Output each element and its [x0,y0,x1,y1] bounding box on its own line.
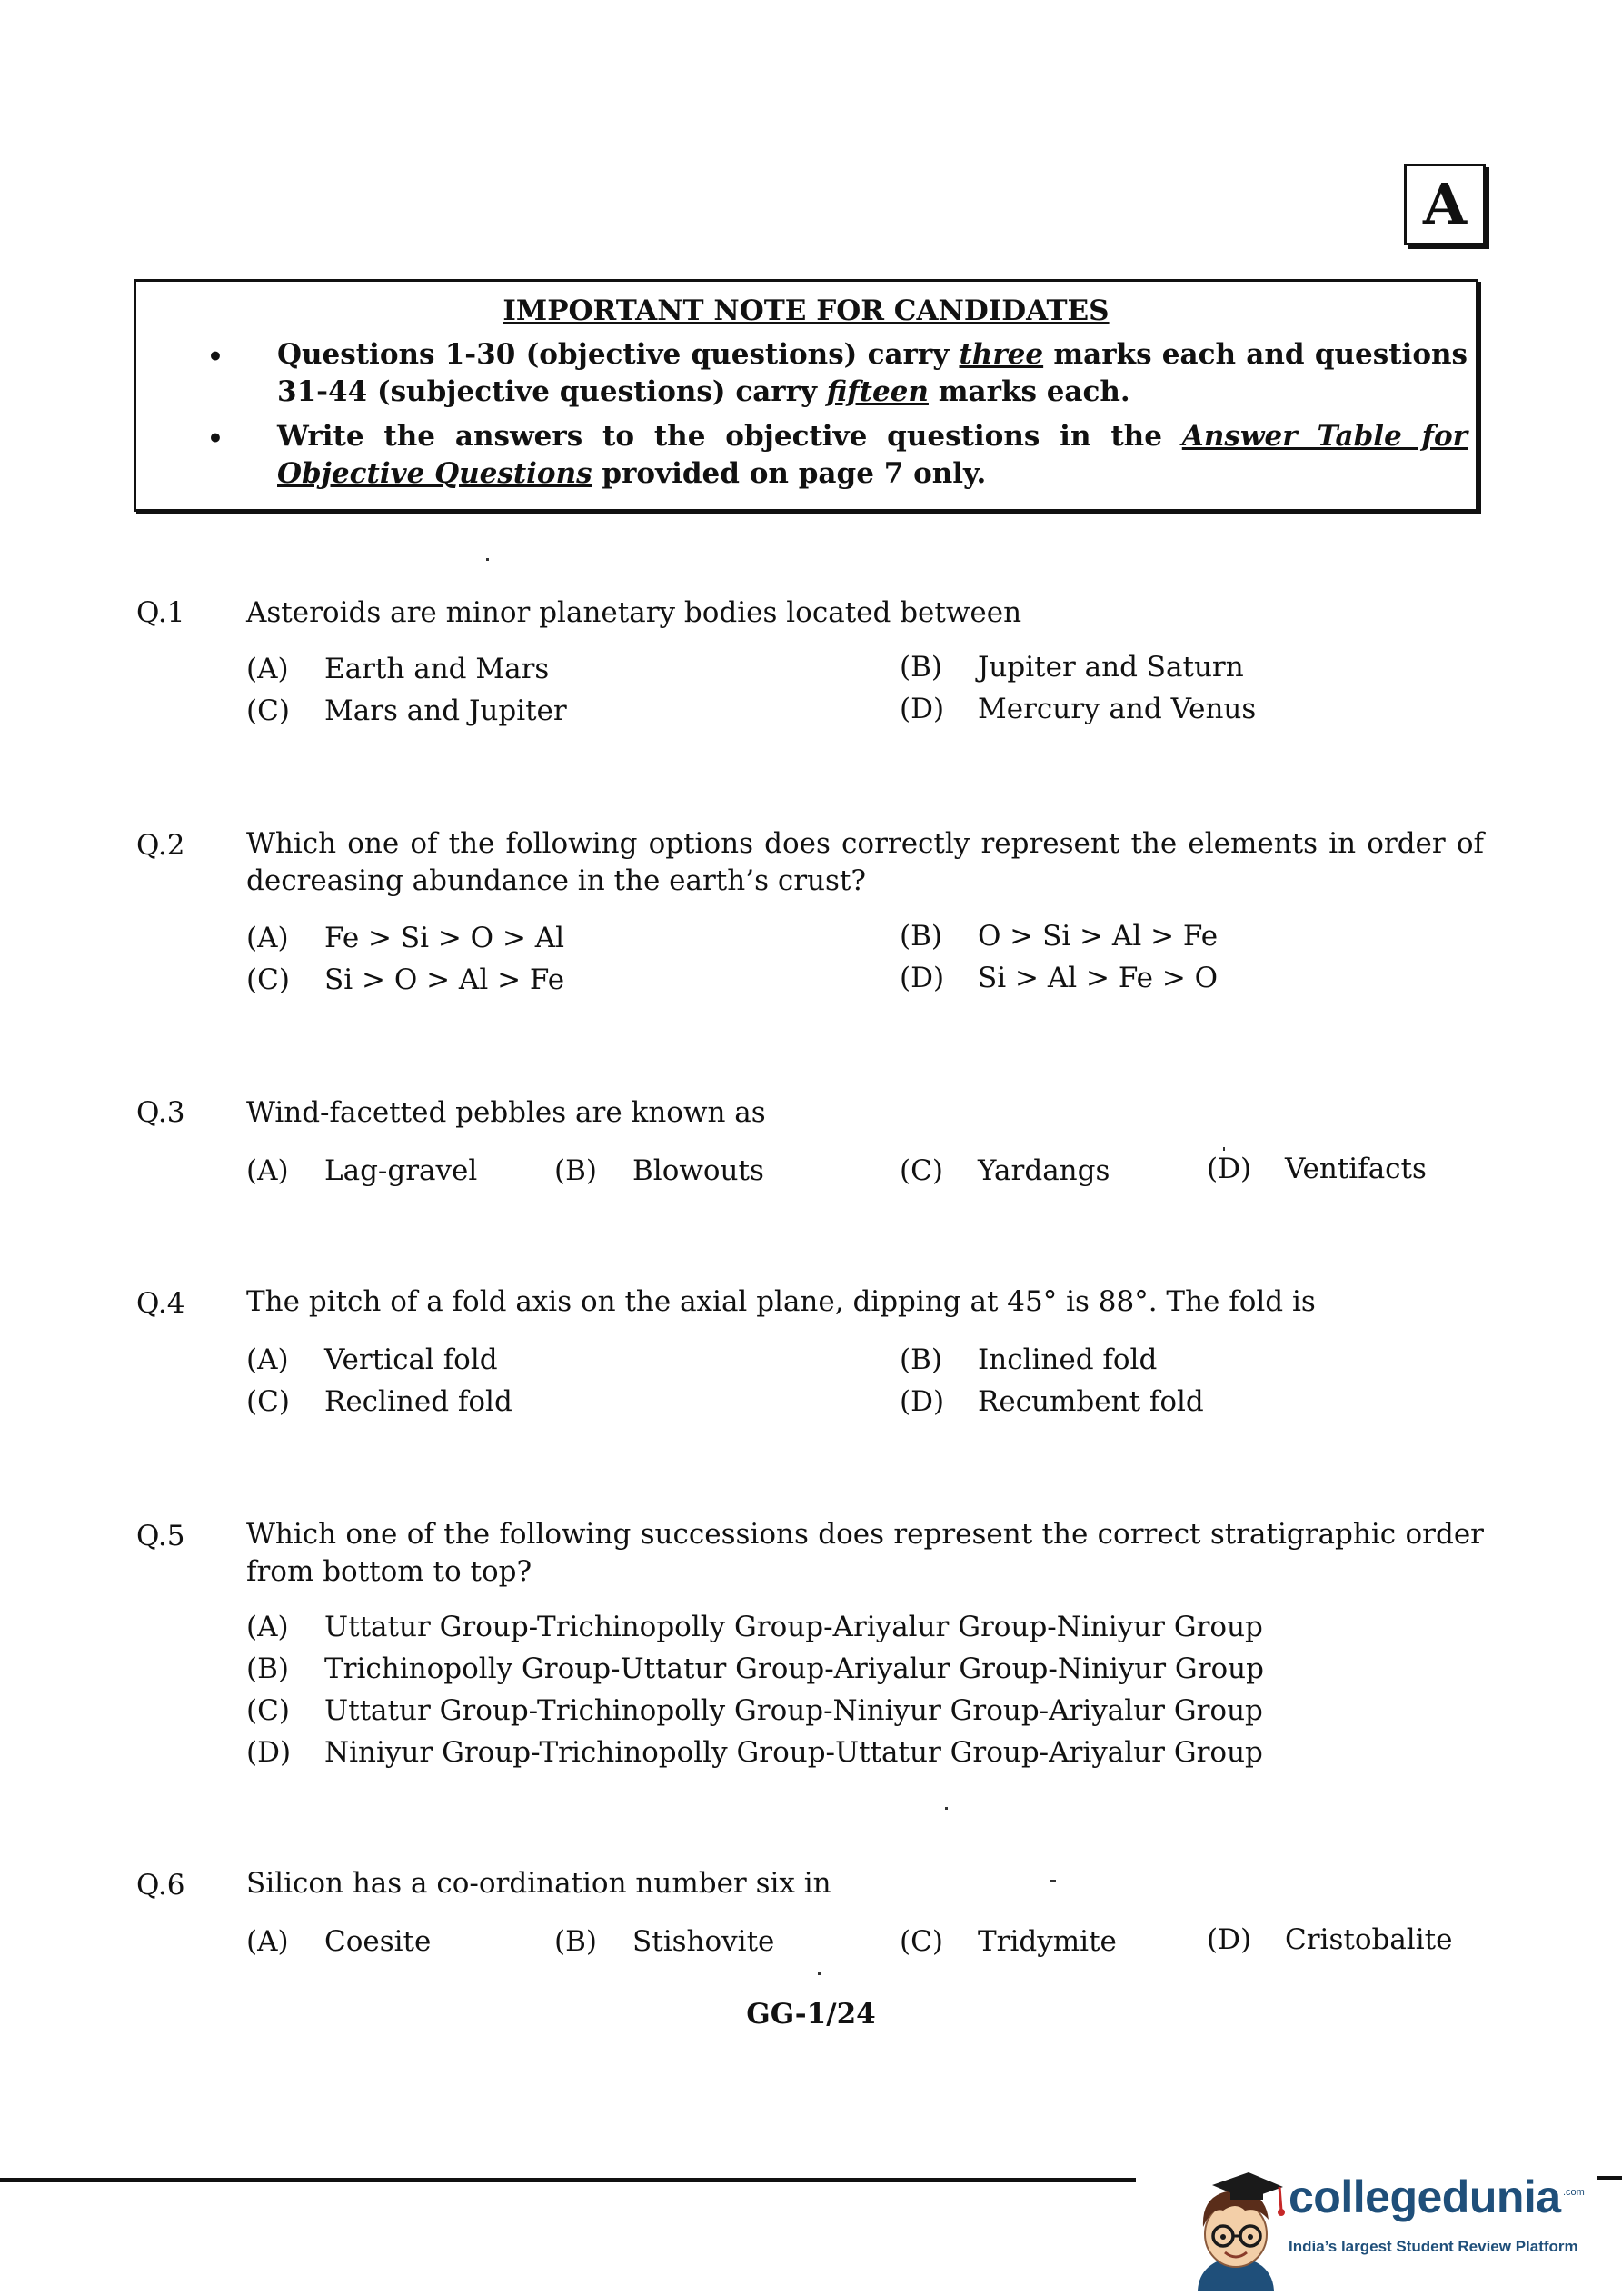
note-title: IMPORTANT NOTE FOR CANDIDATES [503,294,1110,327]
brand-tagline: India’s largest Student Review Platform [1289,2238,1578,2255]
option-c[interactable]: (C) Si > O > Al > Fe [246,963,565,996]
question-number: Q.4 [136,1287,185,1320]
note-bullet-2 [277,418,1468,493]
option-b[interactable]: (B) Inclined fold [900,1343,1158,1376]
option-a[interactable]: (A) Vertical fold [246,1343,498,1376]
note-bullet-2-text-b: provided on page 7 only. [592,457,987,490]
brand-watermark[interactable] [1181,2154,1585,2291]
option-b[interactable]: (B) Blowouts [554,1154,764,1187]
question-number: Q.5 [136,1520,185,1552]
question-set-label: A [1404,164,1486,245]
option-d[interactable]: (D) Niniyur Group-Trichinopolly Group-Uttatur Group-Ariyalur Group [246,1736,1263,1769]
question-number: Q.6 [136,1869,185,1902]
question-text: The pitch of a fold axis on the axial plane, dipping at 45° is 88°. The fold is [246,1285,1316,1318]
note-bullet-1-text-b: marks each and questions 31-44 (subjective questions) carry [277,338,1468,408]
option-c[interactable]: (C) Tridymite [900,1925,1117,1958]
question-text: Silicon has a co-ordination number six in [246,1867,831,1900]
question-number: Q.3 [136,1096,185,1129]
question-text: Which one of the following successions does represent the correct stratigraphic order from bottom to top? [246,1518,1484,1588]
option-d[interactable]: (D) Si > Al > Fe > O [900,962,1219,994]
scan-speck [1050,1880,1056,1882]
option-d[interactable]: (D) Mercury and Venus [900,693,1257,725]
question-text: Wind-facetted pebbles are known as [246,1096,766,1129]
option-d[interactable]: (D) Cristobalite [1207,1923,1453,1956]
note-bullet-1-text-c: marks each. [928,375,1130,408]
option-a[interactable]: (A) Lag-gravel [246,1154,478,1187]
option-c[interactable]: (C) Uttatur Group-Trichinopolly Group-Niniyur Group-Ariyalur Group [246,1694,1263,1727]
bullet-icon: • [207,342,224,372]
option-c[interactable]: (C) Reclined fold [246,1385,512,1418]
option-d[interactable]: (D) Recumbent fold [900,1385,1204,1418]
option-a[interactable]: (A) Earth and Mars [246,653,550,685]
brand-name: collegedunia [1289,2171,1561,2222]
option-b[interactable]: (B) O > Si > Al > Fe [900,920,1219,953]
option-b[interactable]: (B) Stishovite [554,1925,775,1958]
note-bullet-1 [277,336,1468,411]
option-a[interactable]: (A) Fe > Si > O > Al [246,922,565,954]
scan-speck [486,558,489,561]
note-bullet-1-emph-a: three [959,338,1044,371]
page-code: GG-1/24 [746,1998,876,2031]
option-c[interactable]: (C) Mars and Jupiter [246,694,567,727]
scan-speck [818,1972,821,1975]
scan-speck [945,1807,948,1810]
bullet-icon: • [207,424,224,454]
scan-speck [1223,1147,1225,1151]
question-number: Q.1 [136,596,185,629]
question-text: Asteroids are minor planetary bodies located between [246,596,1022,629]
option-a[interactable]: (A) Uttatur Group-Trichinopolly Group-Ariyalur Group-Niniyur Group [246,1611,1263,1643]
note-bullet-1-emph-b: fifteen [826,375,929,408]
footer-rule [0,2178,1136,2182]
option-b[interactable]: (B) Jupiter and Saturn [900,651,1244,684]
important-note-box [134,279,1478,512]
mascot-logo-icon [1181,2154,1290,2291]
option-d[interactable]: (D) Ventifacts [1207,1153,1427,1185]
note-bullet-1-text-a: Questions 1-30 (objective questions) carry [277,338,960,371]
option-b[interactable]: (B) Trichinopolly Group-Uttatur Group-Ariyalur Group-Niniyur Group [246,1652,1264,1685]
footer-rule-right [1597,2176,1622,2180]
option-c[interactable]: (C) Yardangs [900,1154,1110,1187]
note-bullet-2-emph-a: Answer Table for Objective Questions [277,420,1468,490]
question-text: Which one of the following options does correctly represent the elements in order of decreasing abundance in the earth’s crust? [246,827,1484,897]
note-bullet-2-text-a: Write the answers to the objective questions in the [277,420,1182,453]
brand-suffix: .com [1563,2187,1585,2198]
question-number: Q.2 [136,829,185,862]
option-a[interactable]: (A) Coesite [246,1925,432,1958]
